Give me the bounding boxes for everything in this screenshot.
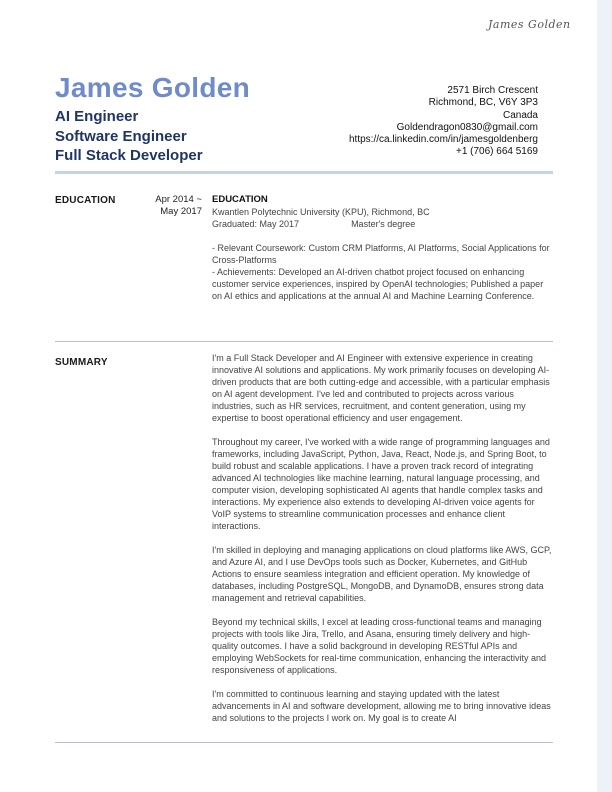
summary-section-label: SUMMARY <box>55 357 108 368</box>
contact-city: Richmond, BC, V6Y 3P3 <box>428 97 538 109</box>
job-title: Software Engineer <box>55 127 187 145</box>
summary-paragraph: Throughout my career, I've worked with a wide range of programming languages and frameworks, including JavaScript, Python, Java, React, Node.js, and Spring Boot, to build robust and scalable applications. I have a proven track record of integrating advanced AI technologies like machine learning, natural language processing, and computer vision, developing sophisticated AI agents that handle complex tasks and interactions. My experience also extends to developing AI-driven voice agents for VoIP systems to streamline communication processes and enhance client interactions. <box>212 437 550 531</box>
contact-street: 2571 Birch Crescent <box>447 85 538 96</box>
section-divider <box>55 341 553 342</box>
education-achievements: - Achievements: Developed an AI-driven chatbot project focused on enhancing customer service experiences, inspired by OpenAI technologies; Published a paper on AI ethics and applications at the annual AI and Machine Learning Conference. <box>212 267 544 301</box>
education-coursework: - Relevant Coursework: Custom CRM Platforms, AI Platforms, Social Applications for Cross-Platforms <box>212 243 550 265</box>
page-edge-strip <box>597 0 612 792</box>
contact-linkedin[interactable]: https://ca.linkedin.com/in/jamesgoldenberg <box>349 134 538 146</box>
education-school: Kwantlen Polytechnic University (KPU), Richmond, BC <box>212 207 430 217</box>
job-title: AI Engineer <box>55 108 139 125</box>
summary-content <box>212 352 554 742</box>
contact-country: Canada <box>502 109 538 121</box>
education-title: EDUCATION <box>212 194 268 205</box>
summary-paragraph: I'm skilled in deploying and managing applications on cloud platforms like AWS, GCP, and Azure AI, and I use DevOps tools such as Docker, Kubernetes, and GitHub Actions to ensure seamless integration and efficient operation. My knowledge of databases, including PostgreSQL, MongoDB, and DynamoDB, ensures strong data management and retrieval capabilities. <box>212 545 552 603</box>
education-graduation-row <box>212 218 554 230</box>
education-section-label: EDUCATION <box>55 195 116 206</box>
education-content <box>212 194 554 302</box>
contact-block <box>278 85 538 159</box>
education-date-end: May 2017 <box>160 206 202 217</box>
education-date-start: Apr 2014 ~ <box>155 194 202 205</box>
contact-phone: +1 (706) 664 5169 <box>455 146 538 158</box>
job-titles <box>55 107 203 166</box>
signature: James Golden <box>488 18 571 31</box>
header-divider <box>55 171 553 174</box>
education-degree: Master's degree <box>351 219 416 229</box>
summary-paragraph: Beyond my technical skills, I excel at leading cross-functional teams and managing projects with tools like Jira, Trello, and Asana, ensuring timely delivery and high-quality outcomes. I have a solid background in developing RESTful APIs and employing WebSockets for real-time communication, enhancing the interactivity and responsiveness of applications. <box>212 617 546 675</box>
summary-paragraph: I'm a Full Stack Developer and AI Engineer with extensive experience in creating innovative AI solutions and applications. My work primarily focuses on developing AI-driven products that are both cutting-edge and accessible, with a particular emphasis on AI agent development. I've led and contributed to projects across various industries, such as HR services, recruitment, and content generation, using my expertise to boost operational efficiency and user engagement. <box>212 353 550 423</box>
education-dates <box>130 194 202 218</box>
page-bottom-divider <box>55 742 553 743</box>
job-title: Full Stack Developer <box>55 147 203 164</box>
candidate-name: James Golden <box>55 72 251 103</box>
education-graduated: Graduated: May 2017 <box>212 219 300 229</box>
contact-email[interactable]: Goldendragon0830@gmail.com <box>396 121 538 133</box>
summary-paragraph: I'm committed to continuous learning and staying updated with the latest advancements in AI and software development, allowing me to bring innovative ideas and solutions to the projects I work on. My goal is to create AI <box>212 689 551 723</box>
